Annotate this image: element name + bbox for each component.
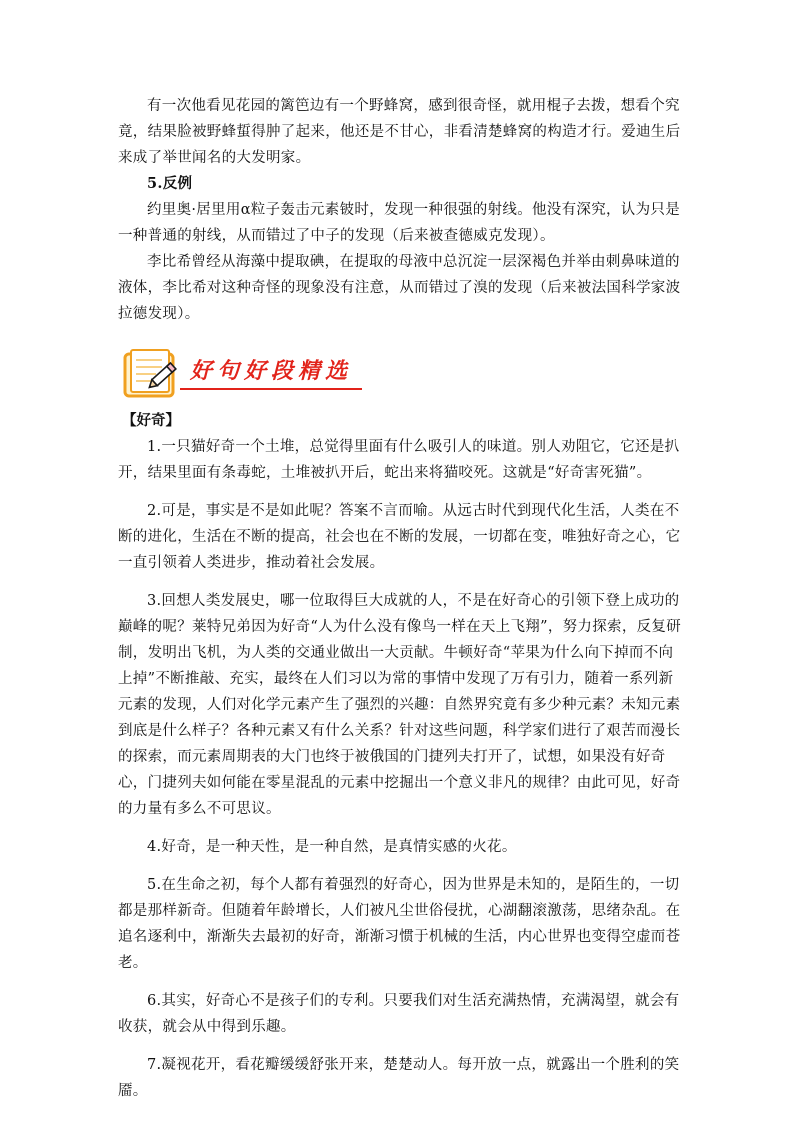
section-examples (118, 93, 683, 327)
section-heading-curiosity: 【好奇】 (122, 412, 180, 429)
paragraph-liebig: 李比希曾经从海藻中提取碘，在提取的母液中总沉淀一层深褐色并举由刺鼻味道的液体，李比希对这种奇怪的现象没有注意，从而错过了溴的发现（后来被法国科学家波拉德发现）。 (118, 254, 681, 322)
heading-counterexample: 5.反例 (147, 175, 193, 192)
paragraph-item: 7.凝视花开，看花瓣缓缓舒张开来，楚楚动人。每开放一点，就露出一个胜利的笑靥。 (118, 1057, 680, 1099)
paragraph-edison: 有一次他看见花园的篱笆边有一个野蜂窝，感到很奇怪，就用棍子去拨，想看个究竟，结果脸被野蜂蜇得肿了起来，他还是不甘心，非看清楚蜂窝的构造才行。爱迪生后来成了举世闻名的大发明家。 (118, 98, 681, 166)
notebook-pencil-icon (122, 346, 182, 400)
paragraph-item: 1.一只猫好奇一个土堆，总觉得里面有什么吸引人的味道。别人劝阻它，它还是扒开，结果里面有条毒蛇，土堆被扒开后，蛇出来将猫咬死。这就是“好奇害死猫”。 (118, 439, 680, 481)
banner-underline (180, 388, 362, 390)
paragraph-item: 6.其实，好奇心不是孩子们的专利。只要我们对生活充满热情，充满渴望，就会有收获，就会从中得到乐趣。 (118, 993, 680, 1035)
paragraph-joliot-curie: 约里奥·居里用α粒子轰击元素铍时，发现一种很强的射线。他没有深究，认为只是一种普通的射线，从而错过了中子的发现（后来被查德威克发现）。 (118, 202, 680, 244)
section-curiosity (118, 408, 683, 1116)
paragraph-item: 5.在生命之初，每个人都有着强烈的好奇心，因为世界是未知的，是陌生的，一切都是那样新奇。但随着年龄增长，人们被凡尘世俗侵扰，心湖翻滚激荡，思绪杂乱。在追名逐利中，渐渐失去最初的好奇，渐渐习惯于机械的生活，内心世界也变得空虚而苍老。 (118, 877, 681, 971)
banner-title: 好句好段精选 (190, 359, 353, 384)
paragraph-item: 4.好奇，是一种天性，是一种自然，是真情实感的火花。 (147, 839, 517, 855)
paragraph-item: 2.可是，事实是不是如此呢？答案不言而喻。从远古时代到现代化生活，人类在不断的进化，生活在不断的提高，社会也在不断的发展，一切都在变，唯独好奇之心，它一直引领着人类进步，推动着社会发展。 (118, 503, 681, 571)
paragraph-item: 3.回想人类发展史，哪一位取得巨大成就的人，不是在好奇心的引领下登上成功的巅峰的呢？莱特兄弟因为好奇“人为什么没有像鸟一样在天上飞翔”，努力探索，反复研制，发明出飞机，为人类的交通业做出一大贡献。牛顿好奇“苹果为什么向下掉而不向上掉”不断推敲、充实，最终在人们习以为常的事情中发现了万有引力，随着一系列新元素的发现，人们对化学元素产生了强烈的兴趣：自然界究竟有多少种元素？未知元素到底是什么样子？各种元素又有什么关系？针对这些问题，科学家们进行了艰苦而漫长的探索，而元素周期表的大门也终于被俄国的门捷列夫打开了，试想，如果没有好奇心，门捷列夫如何能在零星混乱的元素中挖掘出一个意义非凡的规律？由此可见，好奇的力量有多么不可思议。 (118, 593, 682, 817)
section-banner (122, 346, 682, 402)
